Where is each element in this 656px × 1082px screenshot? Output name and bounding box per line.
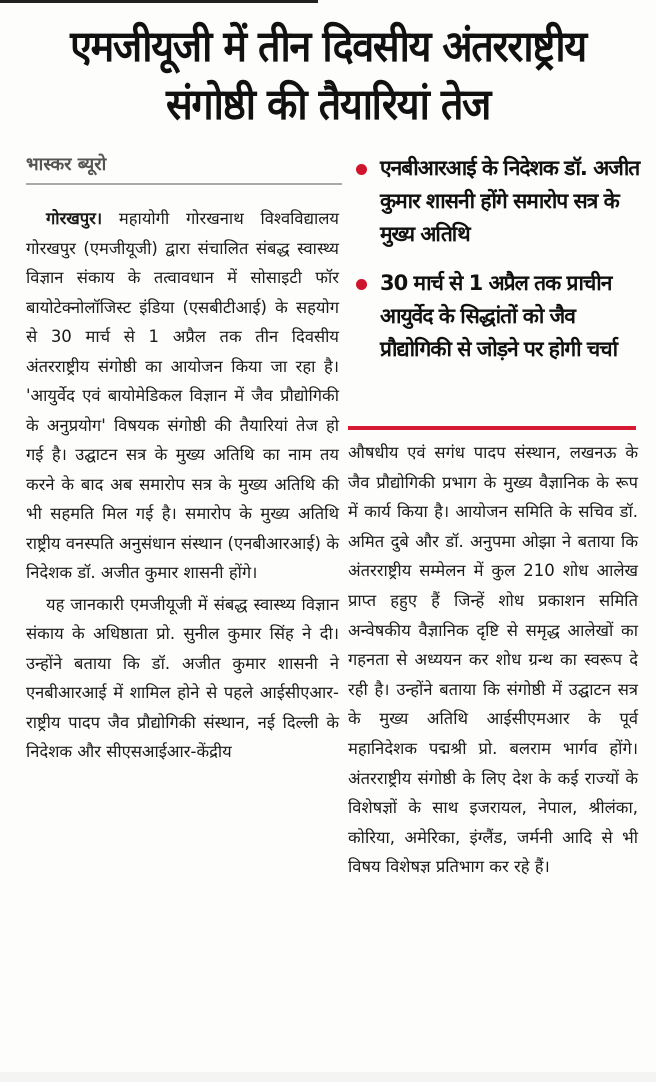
- article-paragraph-1: [26, 204, 339, 588]
- highlight-item: [354, 267, 650, 366]
- article-paragraph-2: यह जानकारी एमजीयूजी में संबद्ध स्वास्थ्य विज्ञान संकाय के अधिष्ठाता प्रो. सुनील कुमार सिंह ने दी। उन्होंने बताया कि डॉ. अजीत कुमार शासनी ने एनबीआरआई में शामिल होने से पहले आईसीएआर-राष्ट्रीय पादप जैव प्रौद्योगिकी संस्थान, नई दिल्ली के निदेशक और सीएसआईआर-केंद्रीय: [26, 594, 339, 761]
- article-paragraph-3: औषधीय एवं सगंध पादप संस्थान, लखनऊ के जैव प्रौद्योगिकी प्रभाग के मुख्य वैज्ञानिक के रूप में कार्य किया है। आयोजन समिति के सचिव डॉ. अमित दुबे और डॉ. अनुपमा ओझा ने बताया कि अंतरराष्ट्रीय सम्मेलन में कुल 210 शोध आलेख प्राप्त हहुए हैं जिन्हें शोध प्रकाशन समिति अन्वेषकीय वैज्ञानिक दृष्टि से समृद्ध आलेखों का गहनता से अध्ययन कर शोध ग्रन्थ का स्वरूप दे रही है। उन्होंने बताया कि संगोष्ठी में उद्घाटन सत्र के मुख्य अतिथि आईसीएमआर के पूर्व महानिदेशक पद्मश्री प्रो. बलराम भार्गव होंगे। अंतरराष्ट्रीय संगोष्ठी के लिए देश के कई राज्यों के विशेषज्ञों के साथ इजरायल, नेपाल, श्रीलंका, कोरिया, अमेरिका, इंग्लैंड, जर्मनी आदि से भी विषय विशेषज्ञ प्रतिभाग कर रहे हैं।: [348, 443, 638, 877]
- headline-line-2: संगोष्ठी की तैयारियां तेज: [165, 80, 491, 130]
- article-column-right: [348, 438, 638, 882]
- bullet-icon: [356, 279, 367, 290]
- bullet-icon: [356, 164, 367, 175]
- dateline: गोरखपुर।: [46, 209, 103, 228]
- highlight-text: 30 मार्च से 1 अप्रैल तक प्राचीन आयुर्वेद के सिद्धांतों को जैव प्रौद्योगिकी से जोड़ने पर होगी चर्चा: [380, 271, 618, 361]
- highlights-box: [354, 152, 650, 366]
- headline-line-1: एमजीयूजी में तीन दिवसीय अंतरराष्ट्रीय: [70, 22, 586, 72]
- bottom-edge: [0, 1072, 656, 1082]
- byline-divider: [26, 183, 342, 185]
- highlight-divider: [348, 426, 636, 430]
- highlight-text: एनबीआरआई के निदेशक डॉ. अजीत कुमार शासनी होंगे समारोप सत्र के मुख्य अतिथि: [380, 156, 640, 246]
- headline: [26, 18, 630, 134]
- paragraph-text: महायोगी गोरखनाथ विश्वविद्यालय गोरखपुर (एमजीयूजी) द्वारा संचालित संबद्ध स्वास्थ्य विज्ञान संकाय के तत्वावधान में सोसाइटी फॉर बायोटेक्नोलॉजिस्ट इंडिया (एसबीटीआई) के सहयोग से 30 मार्च से 1 अप्रैल तक तीन दिवसीय अंतरराष्ट्रीय संगोष्ठी का आयोजन किया जा रहा है। 'आयुर्वेद एवं बायोमेडिकल विज्ञान में जैव प्रौद्योगिकी के अनुप्रयोग' विषयक संगोष्ठी की तैयारियां तेज हो गई है। उद्घाटन सत्र के मुख्य अतिथि का नाम तय करने के बाद अब समारोप सत्र के मुख्य अतिथि की भी सहमति मिल गई है। समारोप के मुख्य अतिथि राष्ट्रीय वनस्पति अनुसंधान संस्थान (एनबीआरआई) के निदेशक डॉ. अजीत कुमार शासनी होंगे।: [26, 209, 339, 582]
- article-column-left: [26, 204, 339, 767]
- top-rule: [0, 0, 318, 3]
- highlight-item: [354, 152, 650, 251]
- byline: भास्कर ब्यूरो: [26, 154, 107, 175]
